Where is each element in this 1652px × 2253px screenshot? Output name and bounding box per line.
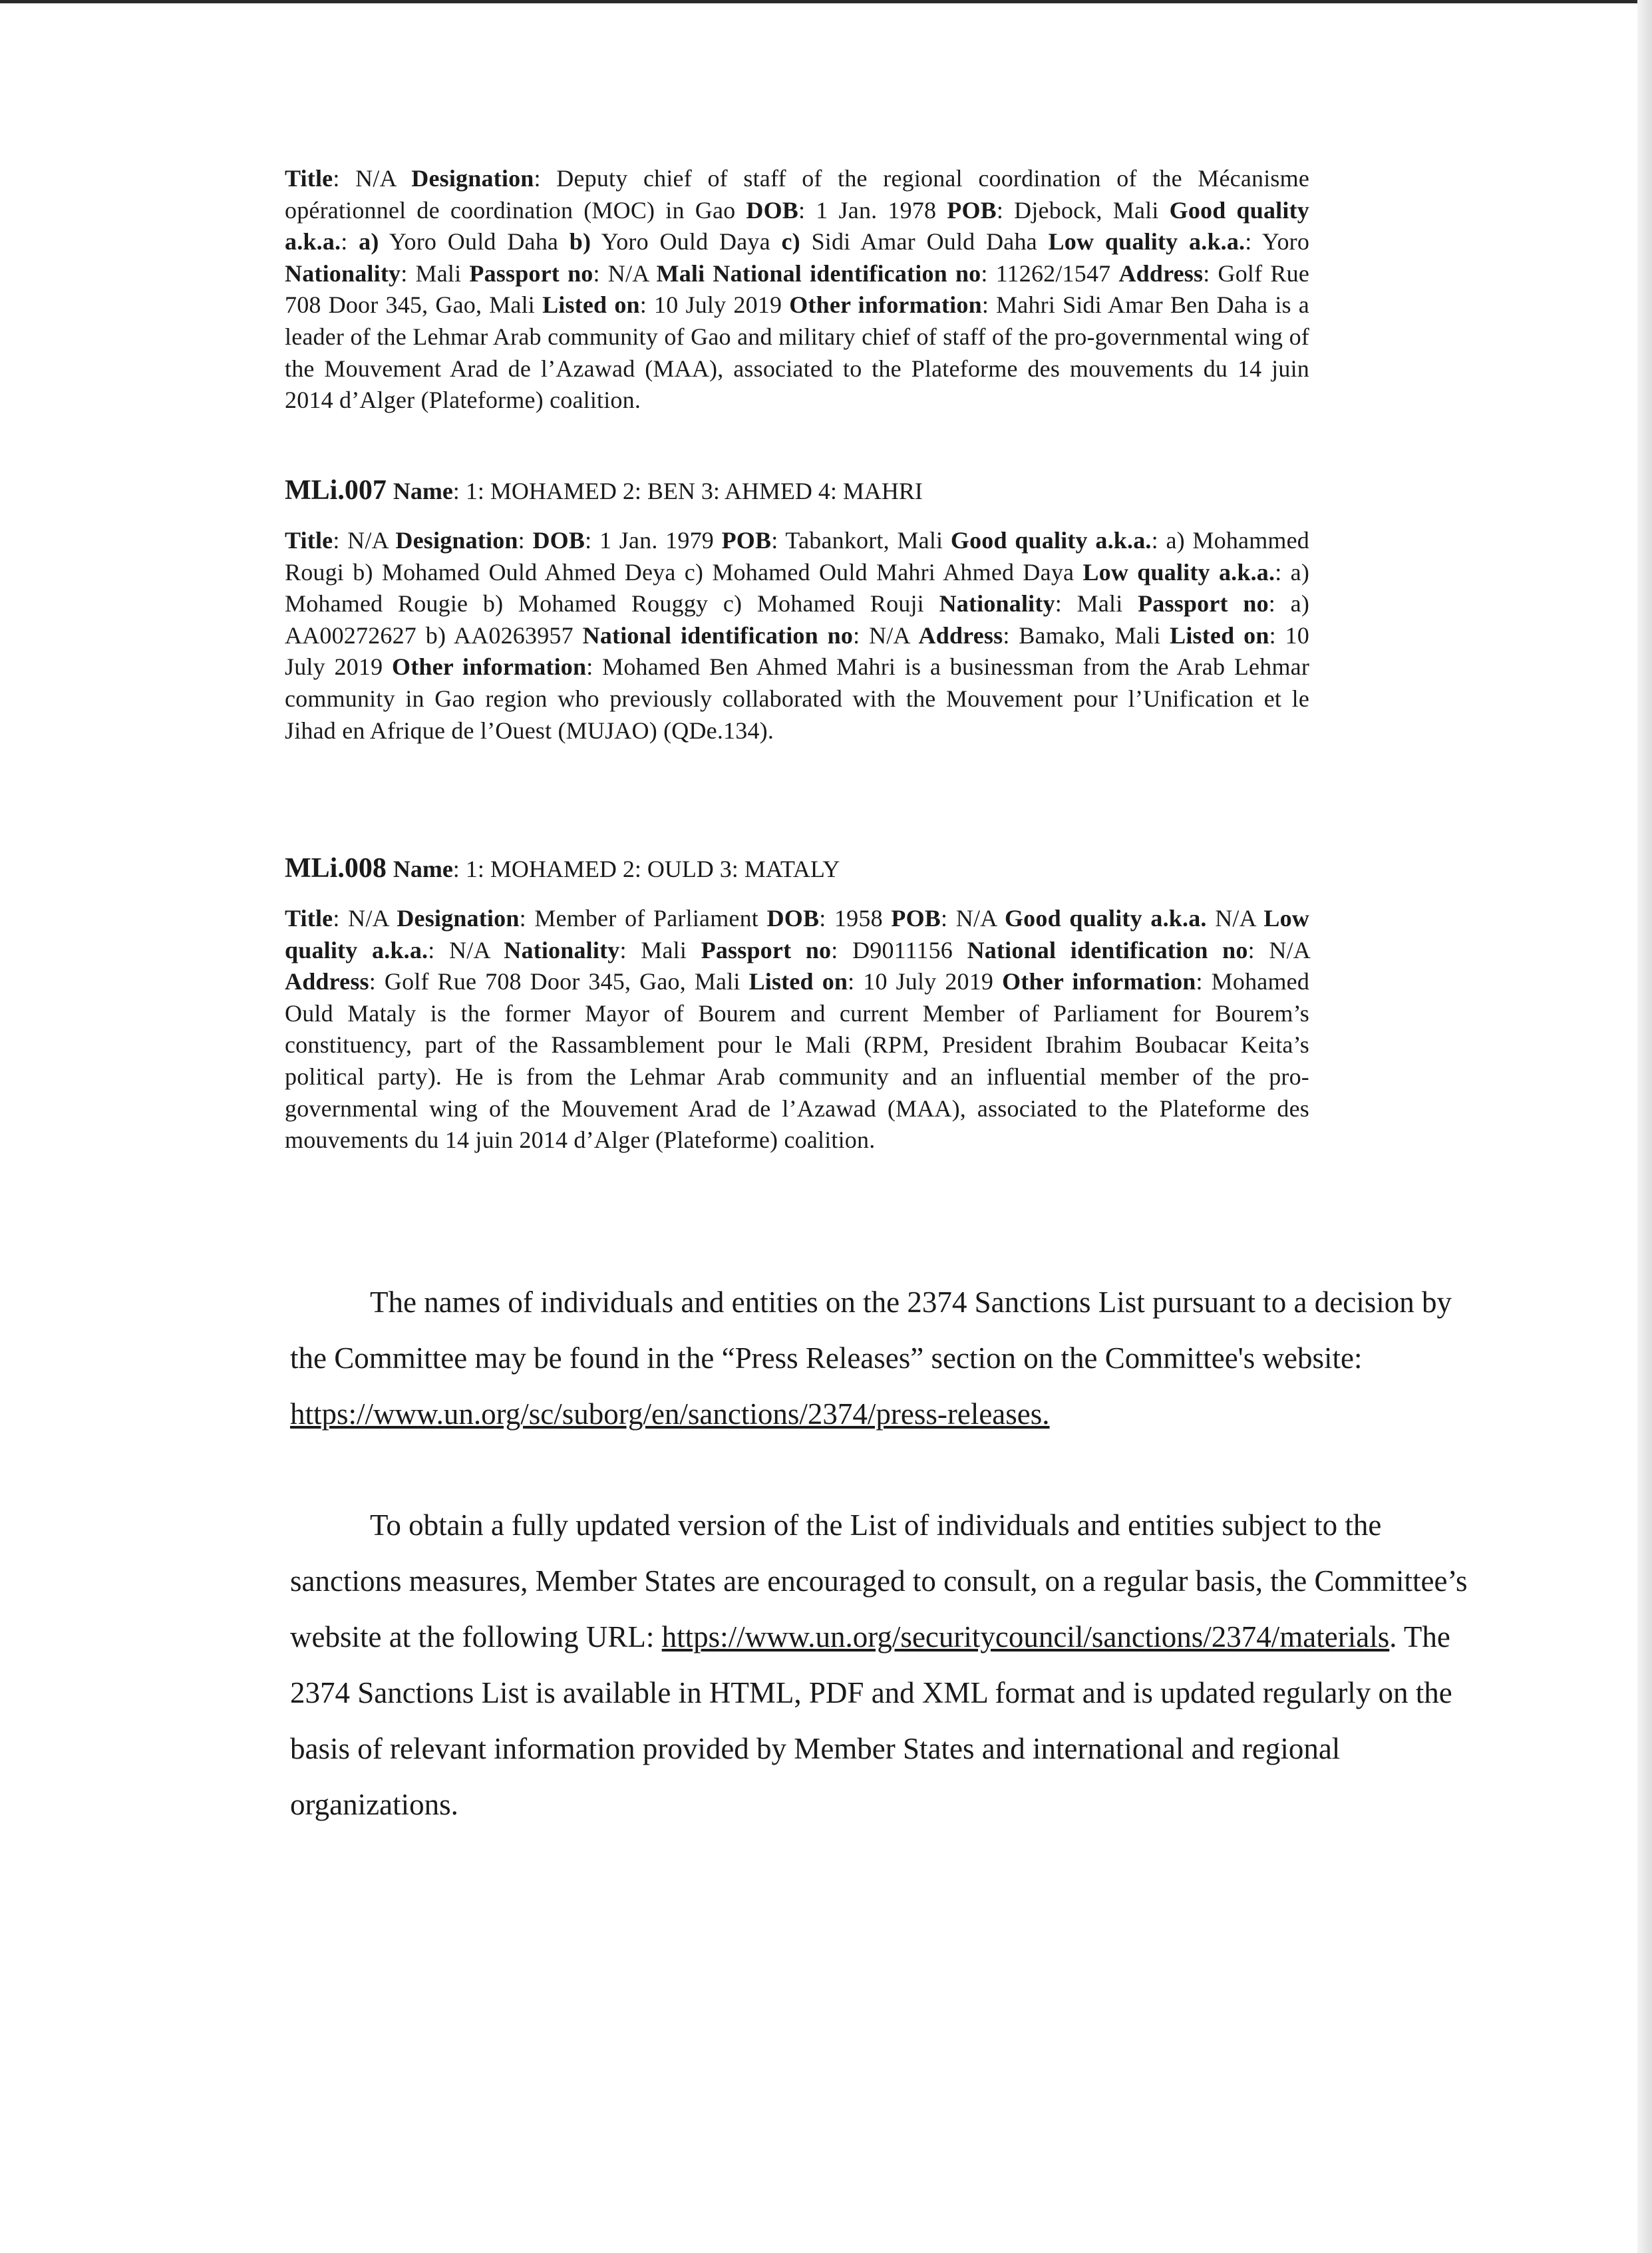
nationality-value: Mali [641, 936, 687, 963]
sanctions-list-text: To obtain a fully updated version of the List of individuals and entities subject to the sanctions measures, Member States are encouraged to consult, on a regular basis, the Committee’s website at the following URL: [290, 1508, 1468, 1653]
other-info-label: Other information [789, 291, 982, 319]
low-quality-aka-label: Low quality a.k.a. [1082, 558, 1275, 586]
good-quality-aka-label: Good quality a.k.a. [285, 196, 1309, 256]
national-id-label: Mali National identification no [656, 260, 981, 287]
sanctions-list-text-after: . The 2374 Sanctions List is available in HTML, PDF and XML format and is updated regularly on the basis of relevant information provided by Member States and international and regional organizations. [290, 1620, 1452, 1821]
pob-value: Djebock, Mali [1014, 196, 1159, 224]
entry-006-details [285, 163, 1309, 417]
low-quality-aka-value: Yoro [1261, 228, 1310, 256]
press-releases-link[interactable]: https://www.un.org/sc/suborg/en/sanctions/2374/press-releases. [290, 1397, 1050, 1431]
address-label: Address [918, 621, 1003, 649]
address-label: Address [1118, 260, 1204, 287]
national-id-label: National identification no [582, 621, 854, 649]
name-label: Name [393, 856, 453, 882]
designation-label: Designation [397, 905, 520, 932]
scan-top-edge [0, 0, 1652, 3]
aka-b-value: Yoro Ould Daya [601, 228, 770, 256]
title-value: N/A [347, 527, 388, 554]
entry-008-header: MLi.008 Name: 1: MOHAMED 2: OULD 3: MATALY [285, 853, 840, 884]
aka-a-value: Yoro Ould Daha [389, 228, 559, 256]
dob-value: 1 Jan. 1979 [599, 527, 714, 554]
national-id-value: N/A [1269, 936, 1310, 963]
pob-label: POB [721, 527, 772, 554]
designation-label: Designation [395, 527, 518, 554]
entry-006-paragraph: Title: N/A Designation: Deputy chief of staff of the regional coordination of the Mécanisme opérationnel de coordination (MOC) in Gao DOB: 1 Jan. 1978 POB: Djebock, Mali Good quality a.k.a.: a) Yoro Ould Daha b) Yoro Ould Daya c) Sidi Amar Ould Daha Low quality a.k.a.: Yoro Nationality: Mali Passport no: N/A Mali National identification no: 11262/1547 Address: Golf Rue 708 Door 345, Gao, Mali Listed on: 10 July 2019 Other information: Mahri Sidi Amar Ben Daha is a leader of the Lehmar Arab community of Gao and military chief of staff of the pro-governmental wing of the Mouvement Arad de l’Azawad (MAA), associated to the Plateforme des mouvements du 14 juin 2014 d’Alger (Plateforme) coalition. [285, 165, 1310, 414]
sanctions-list-notice [290, 1497, 1481, 1832]
passport-label: Passport no [1138, 590, 1269, 617]
entry-ref: MLi.008 [285, 853, 387, 884]
national-id-value: 11262/1547 [995, 260, 1111, 287]
other-info-value: Mohamed Ould Mataly is the former Mayor of Bourem and current Member of Parliament for Bourem’s constituency, part of the Rassamblement pour le Mali (RPM, President Ibrahim Boubacar Keita’s political party). He is from the Lehmar Arab community and an influential member of the pro-governmental wing of the Mouvement Arad de l’Azawad (MAA), associated to the Plateforme des mouvements du 14 juin 2014 d’Alger (Plateforme) coalition. [285, 968, 1310, 1154]
nationality-value: Mali [415, 260, 462, 287]
low-quality-aka-value: N/A [449, 936, 490, 963]
entry-008 [285, 852, 1309, 1156]
name-label: Name [393, 478, 453, 504]
pob-label: POB [891, 905, 941, 932]
designation-value: Deputy chief of staff of the regional coordination of the Mécanisme opérationnel de coordination (MOC) in Gao [285, 165, 1310, 224]
pob-label: POB [947, 196, 997, 224]
press-releases-text: The names of individuals and entities on the 2374 Sanctions List pursuant to a decision by the Committee may be found in the “Press Releases” section on the Committee's website: [290, 1286, 1452, 1375]
title-label: Title [285, 905, 333, 932]
nationality-label: Nationality [939, 590, 1055, 617]
address-value: Golf Rue 708 Door 345, Gao, Mali [384, 968, 741, 995]
entry-008-paragraph: Title: N/A Designation: Member of Parliament DOB: 1958 POB: N/A Good quality a.k.a. N/A Low quality a.k.a.: N/A Nationality: Mali Passport no: D9011156 National identification no: N/A Address: Golf Rue 708 Door 345, Gao, Mali Listed on: 10 July 2019 Other information: Mohamed Ould Mataly is the former Mayor of Bourem and current Member of Parliament for Bourem’s constituency, part of the Rassamblement pour le Mali (RPM, President Ibrahim Boubacar Keita’s political party). He is from the Lehmar Arab community and an influential member of the pro-governmental wing of the Mouvement Arad de l’Azawad (MAA), associated to the Plateforme des mouvements du 14 juin 2014 d’Alger (Plateforme) coalition. [285, 905, 1310, 1154]
pob-value: N/A [955, 905, 997, 932]
national-id-value: N/A [869, 621, 909, 649]
designation-label: Designation [411, 165, 534, 192]
low-quality-aka-label: Low quality a.k.a. [1048, 228, 1245, 256]
pob-value: Tabankort, Mali [785, 527, 943, 554]
passport-label: Passport no [469, 260, 593, 287]
dob-label: DOB [766, 905, 820, 932]
good-quality-aka-label: Good quality a.k.a. [1004, 905, 1207, 932]
title-value: N/A [348, 905, 389, 932]
address-label: Address [285, 968, 369, 995]
dob-label: DOB [746, 196, 799, 224]
aka-c-label: c) [781, 228, 800, 256]
title-value: N/A [355, 165, 396, 192]
listed-on-value: 10 July 2019 [863, 968, 994, 995]
name-value: 1: MOHAMED 2: BEN 3: AHMED 4: MAHRI [465, 478, 923, 504]
good-quality-aka-value: a) Mohammed Rougi b) Mohamed Ould Ahmed Deya c) Mohamed Ould Mahri Ahmed Daya [285, 527, 1309, 586]
passport-value: D9011156 [852, 936, 953, 963]
passport-label: Passport no [701, 936, 832, 963]
entry-007-header: MLi.007 Name: 1: MOHAMED 2: BEN 3: AHMED 4: MAHRI [285, 475, 923, 506]
address-value: Bamako, Mali [1019, 621, 1161, 649]
dob-value: 1958 [834, 905, 883, 932]
title-label: Title [285, 165, 333, 192]
dob-value: 1 Jan. 1978 [816, 196, 937, 224]
other-info-label: Other information [1002, 968, 1196, 995]
good-quality-aka-label: Good quality a.k.a. [950, 527, 1152, 554]
other-info-value: Mahri Sidi Amar Ben Daha is a leader of the Lehmar Arab community of Gao and military chief of staff of the pro-governmental wing of the Mouvement Arad de l’Azawad (MAA), associated to the Plateforme des mouvements du 14 juin 2014 d’Alger (Plateforme) coalition. [285, 291, 1309, 414]
designation-value: Member of Parliament [534, 905, 758, 932]
title-label: Title [285, 527, 333, 554]
entry-007 [285, 474, 1309, 747]
address-value: Golf Rue 708 Door 345, Gao, Mali [285, 260, 1309, 319]
low-quality-aka-value: a) Mohamed Rougie b) Mohamed Rouggy c) Mohamed Rouji [285, 558, 1310, 617]
aka-c-value: Sidi Amar Ould Daha [811, 228, 1037, 256]
other-info-label: Other information [392, 653, 587, 681]
other-info-value: Mohamed Ben Ahmed Mahri is a businessman from the Arab Lehmar community in Gao region who previously collaborated with the Mouvement pour l’Unification et le Jihad en Afrique de l’Ouest (MUJAO) (QDe.134). [285, 653, 1310, 744]
nationality-label: Nationality [285, 260, 401, 287]
entry-007-paragraph: Title: N/A Designation: DOB: 1 Jan. 1979 POB: Tabankort, Mali Good quality a.k.a.: a) Mohammed Rougi b) Mohamed Ould Ahmed Deya c) Mohamed Ould Mahri Ahmed Daya Low quality a.k.a.: a) Mohamed Rougie b) Mohamed Rouggy c) Mohamed Rouji Nationality: Mali Passport no: a) AA00272627 b) AA0263957 National identification no: N/A Address: Bamako, Mali Listed on: 10 July 2019 Other information: Mohamed Ben Ahmed Mahri is a businessman from the Arab Lehmar community in Gao region who previously collaborated with the Mouvement pour l’Unification et le Jihad en Afrique de l’Ouest (MUJAO) (QDe.134). [285, 527, 1310, 744]
listed-on-label: Listed on [1170, 621, 1269, 649]
aka-a-label: a) [359, 228, 379, 256]
nationality-label: Nationality [504, 936, 620, 963]
good-quality-aka-value: N/A [1215, 905, 1255, 932]
listed-on-label: Listed on [748, 968, 848, 995]
listed-on-value: 10 July 2019 [654, 291, 782, 319]
nationality-value: Mali [1076, 590, 1123, 617]
materials-link[interactable]: https://www.un.org/securitycouncil/sanctions/2374/materials [661, 1620, 1390, 1653]
dob-label: DOB [532, 527, 585, 554]
listed-on-value: 10 July 2019 [285, 621, 1309, 681]
name-value: 1: MOHAMED 2: OULD 3: MATALY [465, 856, 840, 882]
listed-on-label: Listed on [542, 291, 640, 319]
scan-right-edge [1637, 0, 1652, 2253]
aka-b-label: b) [569, 228, 591, 256]
entry-ref: MLi.007 [285, 475, 387, 506]
passport-value: N/A [607, 260, 649, 287]
passport-value: a) AA00272627 b) AA0263957 [285, 590, 1310, 649]
national-id-label: National identification no [967, 936, 1248, 963]
press-releases-notice [290, 1274, 1481, 1442]
low-quality-aka-label: Low quality a.k.a. [285, 905, 1310, 963]
